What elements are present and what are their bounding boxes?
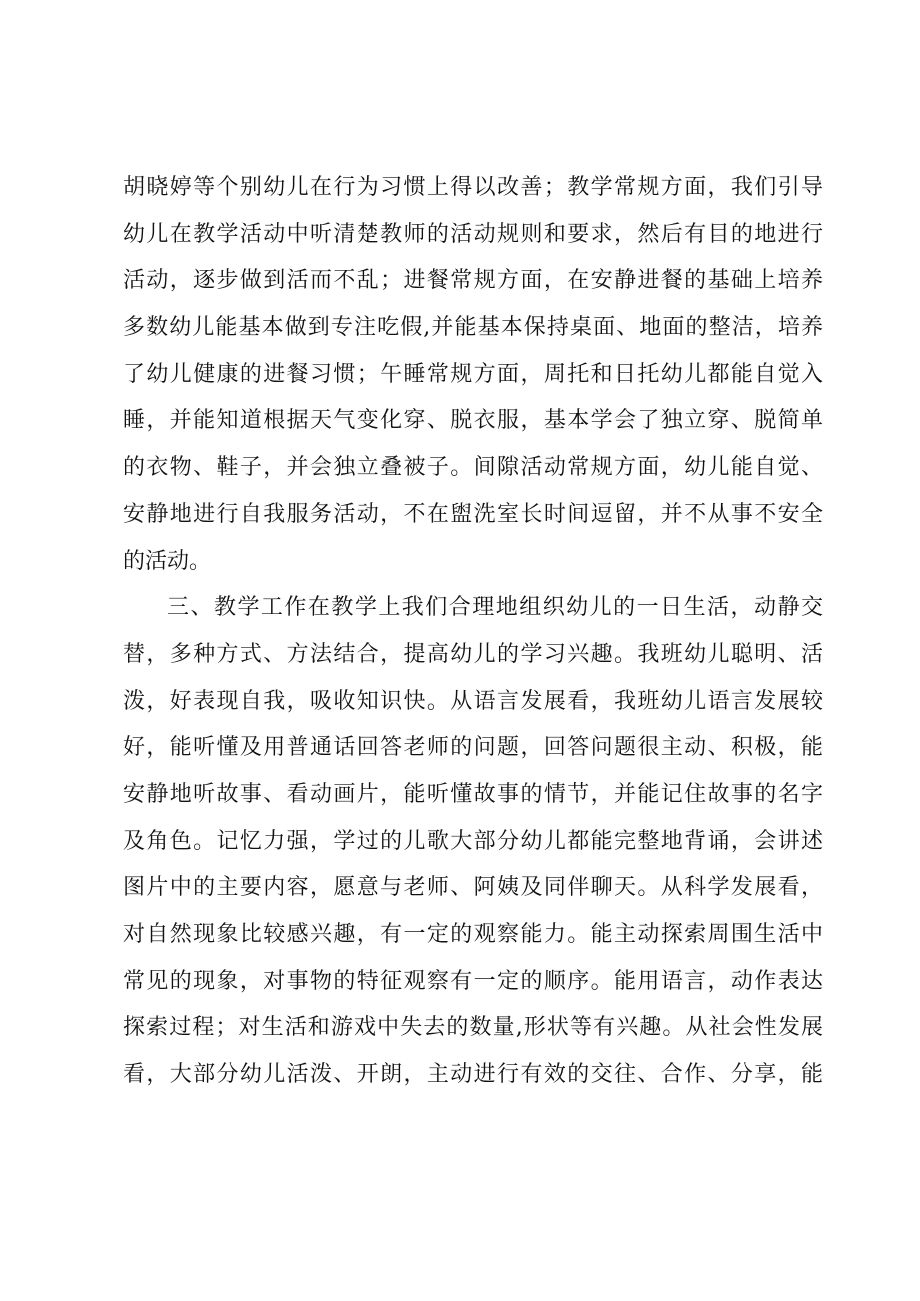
text-line: 泼，好表现自我，吸收知识快。从语言发展看，我班幼儿语言发展较 xyxy=(123,688,823,714)
text-line: 多数幼儿能基本做到专注吃假,并能基本保持桌面、地面的整洁，培养 xyxy=(123,315,823,341)
text-line: 对自然现象比较感兴趣，有一定的观察能力。能主动探索周围生活中 xyxy=(123,922,823,947)
text-line: 三、教学工作在教学上我们合理地组织幼儿的一日生活，动静交 xyxy=(167,595,823,621)
text-line: 探索过程；对生活和游戏中失去的数量,形状等有兴趣。从社会性发展 xyxy=(123,1015,823,1041)
text-line: 幼儿在教学活动中听清楚教师的活动规则和要求，然后有目的地进行 xyxy=(123,221,823,247)
paragraph-routine xyxy=(123,165,823,585)
text-line: 替，多种方式、方法结合，提高幼儿的学习兴趣。我班幼儿聪明、活 xyxy=(123,641,823,667)
text-line: 睡，并能知道根据天气变化穿、脱衣服，基本学会了独立穿、脱简单 xyxy=(123,408,823,434)
text-line: 看，大部分幼儿活泼、开朗，主动进行有效的交往、合作、分享，能 xyxy=(123,1062,823,1088)
paragraph-teaching xyxy=(123,585,823,1099)
text-line: 活动，逐步做到活而不乱；进餐常规方面，在安静进餐的基础上培养 xyxy=(123,268,823,294)
text-line: 了幼儿健康的进餐习惯；午睡常规方面，周托和日托幼儿都能自觉入 xyxy=(123,361,823,387)
text-line: 胡晓婷等个别幼儿在行为习惯上得以改善；教学常规方面，我们引导 xyxy=(123,175,823,200)
text-line: 的衣物、鞋子，并会独立叠被子。间隙活动常规方面，幼儿能自觉、 xyxy=(123,455,823,481)
text-line: 安静地进行自我服务活动，不在盥洗室长时间逗留，并不从事不安全 xyxy=(123,501,823,527)
text-line: 及角色。记忆力强，学过的儿歌大部分幼儿都能完整地背诵，会讲述 xyxy=(123,828,823,854)
text-line: 图片中的主要内容，愿意与老师、阿姨及同伴聊天。从科学发展看， xyxy=(123,875,823,901)
document-body xyxy=(123,165,823,1099)
text-line: 常见的现象，对事物的特征观察有一定的顺序。能用语言，动作表达 xyxy=(123,968,823,994)
text-line: 的活动。 xyxy=(123,548,212,574)
text-line: 好，能听懂及用普通话回答老师的问题，回答问题很主动、积极，能 xyxy=(123,735,823,761)
text-line: 安静地听故事、看动画片，能听懂故事的情节，并能记住故事的名字 xyxy=(123,781,823,807)
